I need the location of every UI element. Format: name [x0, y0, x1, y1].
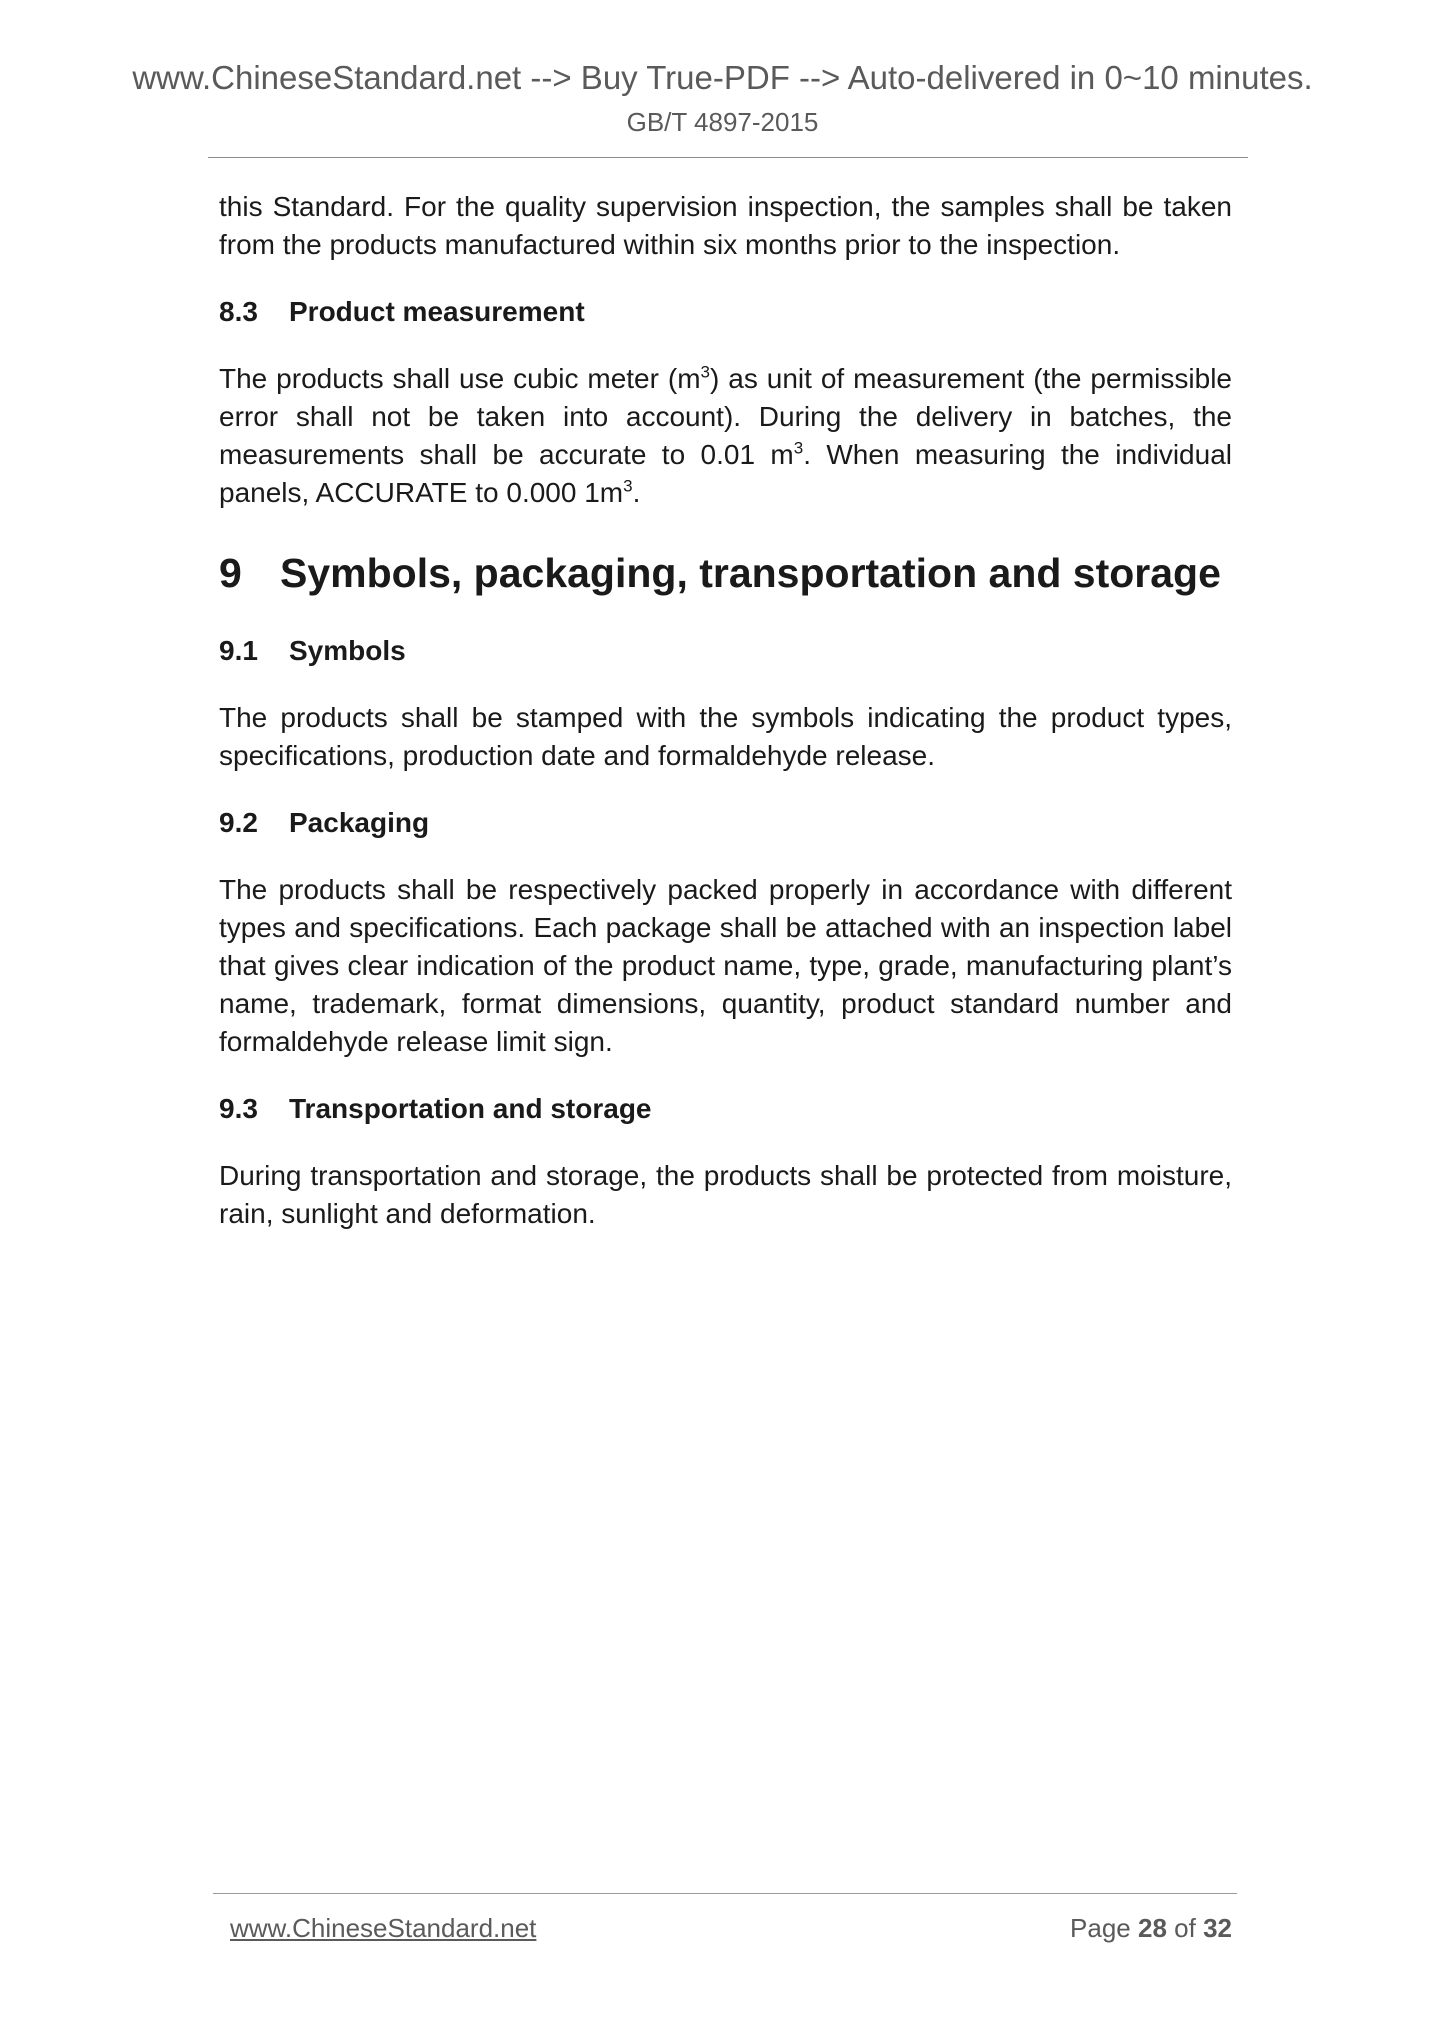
- section-9-1-paragraph: The products shall be stamped with the symbols indicating the product types, specifications, production date and formaldehyde release.: [219, 702, 1232, 771]
- page-of-label: of: [1174, 1913, 1196, 1943]
- section-9-3-paragraph: During transportation and storage, the products shall be protected from moisture, rain, sunlight and deformation.: [219, 1160, 1232, 1229]
- document-body: [219, 188, 1232, 1233]
- standard-code: GB/T 4897-2015: [626, 107, 819, 137]
- section-title: Product measurement: [289, 296, 585, 327]
- superscript: 3: [793, 438, 804, 458]
- page-label: Page: [1070, 1913, 1131, 1943]
- text-run: .: [632, 477, 641, 508]
- page-indicator: [1070, 1912, 1232, 1944]
- section-number: 9.2: [219, 807, 258, 838]
- page-total: 32: [1203, 1913, 1232, 1943]
- footer-divider: [213, 1893, 1237, 1894]
- chapter-number: 9: [219, 550, 242, 596]
- section-title: Symbols: [289, 635, 406, 666]
- intro-paragraph: this Standard. For the quality supervision inspection, the samples shall be taken from the products manufactured within six months prior to the inspection.: [219, 191, 1232, 260]
- section-8-3-paragraph: [219, 360, 1232, 512]
- superscript: 3: [700, 362, 710, 382]
- text-run: . When measuring the individual panels, ACCURATE to 0.000 1m: [219, 439, 1232, 508]
- text-run: The products shall use cubic meter (m: [219, 363, 701, 394]
- section-number: 9.1: [219, 635, 258, 666]
- section-9-3-heading: [219, 1090, 1232, 1128]
- page-current: 28: [1138, 1913, 1167, 1943]
- section-title: Packaging: [289, 807, 430, 838]
- chapter-title: Symbols, packaging, transportation and storage: [280, 550, 1221, 596]
- superscript: 3: [623, 476, 633, 496]
- text-run: ) as unit of measurement (the permissible error shall not be taken into account). During the delivery in batches, the measurements shall be accurate to 0.01 m: [219, 363, 1232, 470]
- section-number: 9.3: [219, 1093, 258, 1124]
- section-9-2-heading: [219, 804, 1232, 842]
- section-title: Transportation and storage: [289, 1093, 652, 1124]
- footer-website-link[interactable]: www.ChineseStandard.net: [230, 1913, 537, 1943]
- section-9-1-heading: [219, 632, 1232, 670]
- header-banner: www.ChineseStandard.net --> Buy True-PDF --> Auto-delivered in 0~10 minutes.: [132, 59, 1313, 96]
- section-8-3-heading: [219, 293, 1232, 331]
- header-divider: [208, 157, 1248, 158]
- section-9-2-paragraph: The products shall be respectively packed properly in accordance with different types and specifications. Each package shall be attached with an inspection label that gives clear indication of the product name, type, grade, manufacturing plant’s name, trademark, format dimensions, quantity, product standard number and formaldehyde release limit sign.: [219, 874, 1232, 1057]
- chapter-9-heading: [219, 548, 1232, 598]
- section-number: 8.3: [219, 296, 258, 327]
